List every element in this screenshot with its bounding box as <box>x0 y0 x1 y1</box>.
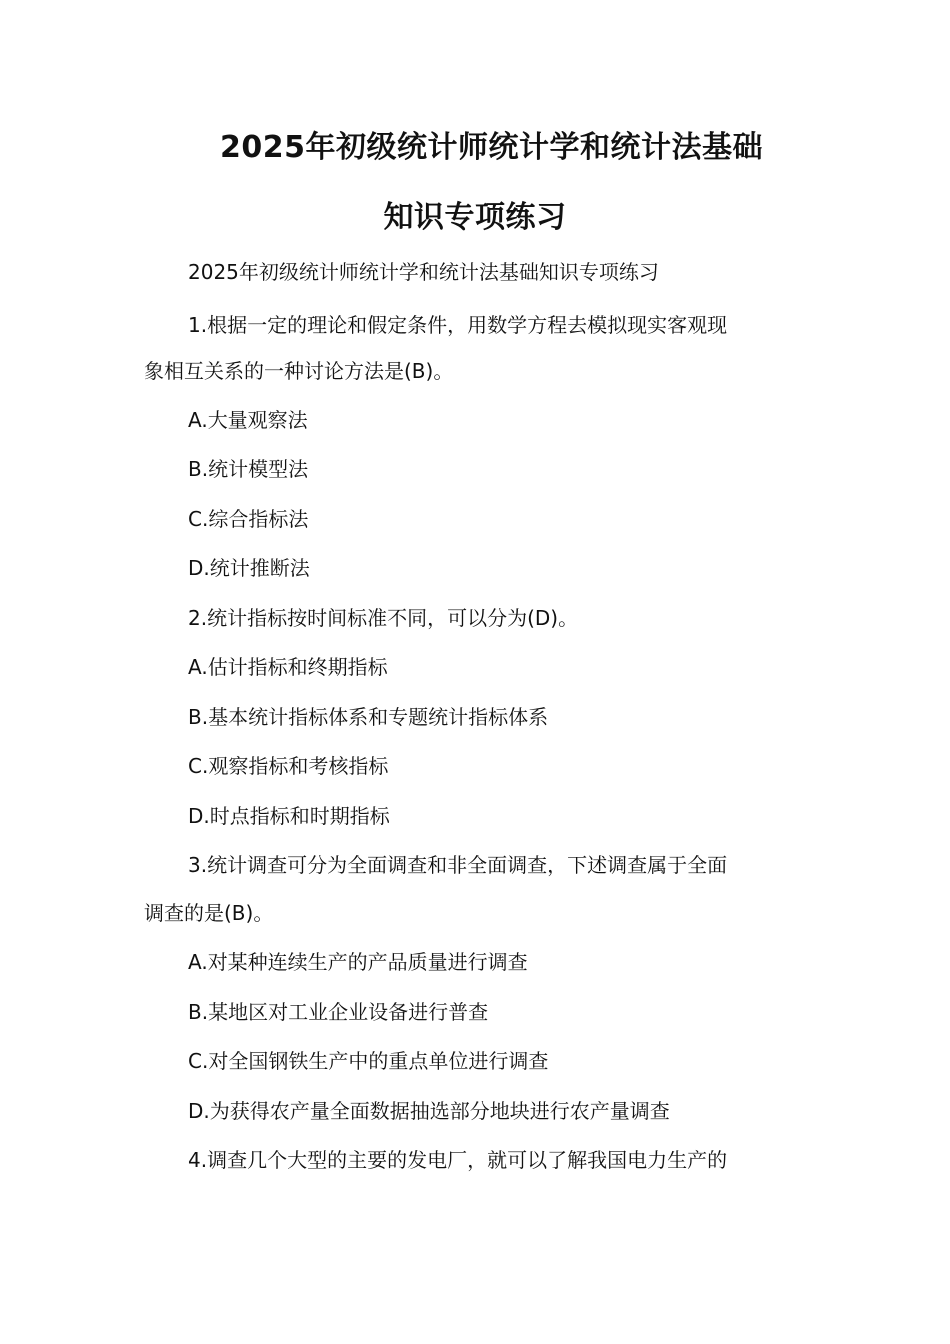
question-1-option-b: B.统计模型法 <box>188 457 309 481</box>
question-2-option-d: D.时点指标和时期指标 <box>188 804 390 828</box>
question-1-text-continued: 象相互关系的一种讨论方法是(B)。 <box>144 359 454 383</box>
document-title-line-1: 2025年初级统计师统计学和统计法基础 <box>220 130 763 165</box>
question-3-option-d: D.为获得农产量全面数据抽选部分地块进行农产量调查 <box>188 1099 670 1123</box>
question-3-option-c: C.对全国钢铁生产中的重点单位进行调查 <box>188 1049 549 1073</box>
question-2-option-a: A.估计指标和终期指标 <box>188 655 388 679</box>
question-3-option-b: B.某地区对工业企业设备进行普查 <box>188 1000 489 1024</box>
document-title-line-2: 知识专项练习 <box>383 200 567 235</box>
question-2-option-b: B.基本统计指标体系和专题统计指标体系 <box>188 705 549 729</box>
document-subtitle: 2025年初级统计师统计学和统计法基础知识专项练习 <box>188 260 659 284</box>
question-4-text: 4.调查几个大型的主要的发电厂，就可以了解我国电力生产的 <box>188 1148 728 1172</box>
question-1-option-c: C.综合指标法 <box>188 507 309 531</box>
question-1-option-a: A.大量观察法 <box>188 408 308 432</box>
question-2-option-c: C.观察指标和考核指标 <box>188 754 389 778</box>
question-1-option-d: D.统计推断法 <box>188 556 310 580</box>
question-3-text-continued: 调查的是(B)。 <box>144 901 274 925</box>
question-3-text: 3.统计调查可分为全面调查和非全面调查，下述调查属于全面 <box>188 853 728 877</box>
question-3-option-a: A.对某种连续生产的产品质量进行调查 <box>188 950 528 974</box>
question-2-text: 2.统计指标按时间标准不同，可以分为(D)。 <box>188 606 579 630</box>
question-1-text: 1.根据一定的理论和假定条件，用数学方程去模拟现实客观现 <box>188 313 728 337</box>
